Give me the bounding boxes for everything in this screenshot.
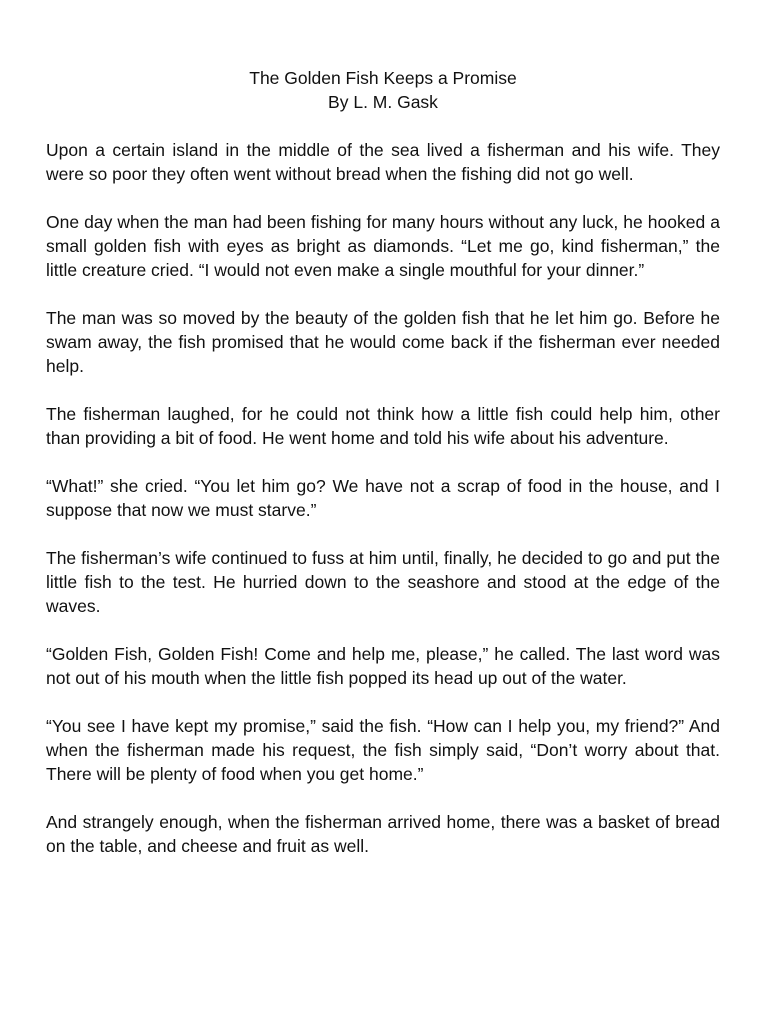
paragraph-6: The fisherman’s wife continued to fuss at him until, finally, he decided to go and put the little fish to the test. He hurried down to the seashore and stood at the edge of the waves. <box>46 548 720 616</box>
story-byline: By L. M. Gask <box>328 92 438 112</box>
title-block <box>46 66 720 114</box>
paragraph-8: “You see I have kept my promise,” said the fish. “How can I help you, my friend?” And when the fisherman made his request, the fish simply said, “Don’t worry about that. There will be plenty of food when you get home.” <box>46 716 720 784</box>
paragraph-1: Upon a certain island in the middle of the sea lived a fisherman and his wife. They were so poor they often went without bread when the fishing did not go well. <box>46 140 720 184</box>
paragraph-7: “Golden Fish, Golden Fish! Come and help me, please,” he called. The last word was not out of his mouth when the little fish popped its head up out of the water. <box>46 644 720 688</box>
paragraph-9: And strangely enough, when the fisherman arrived home, there was a basket of bread on the table, and cheese and fruit as well. <box>46 812 720 856</box>
paragraph-3: The man was so moved by the beauty of the golden fish that he let him go. Before he swam away, the fish promised that he would come back if the fisherman ever needed help. <box>46 308 720 376</box>
paragraph-2: One day when the man had been fishing for many hours without any luck, he hooked a small golden fish with eyes as bright as diamonds. “Let me go, kind fisherman,” the little creature cried. “I would not even make a single mouthful for your dinner.” <box>46 212 720 280</box>
paragraph-4: The fisherman laughed, for he could not think how a little fish could help him, other than providing a bit of food. He went home and told his wife about his adventure. <box>46 404 720 448</box>
paragraph-5: “What!” she cried. “You let him go? We have not a scrap of food in the house, and I suppose that now we must starve.” <box>46 476 720 520</box>
story-body <box>46 138 720 858</box>
story-title: The Golden Fish Keeps a Promise <box>249 68 517 88</box>
document-page <box>46 66 720 882</box>
